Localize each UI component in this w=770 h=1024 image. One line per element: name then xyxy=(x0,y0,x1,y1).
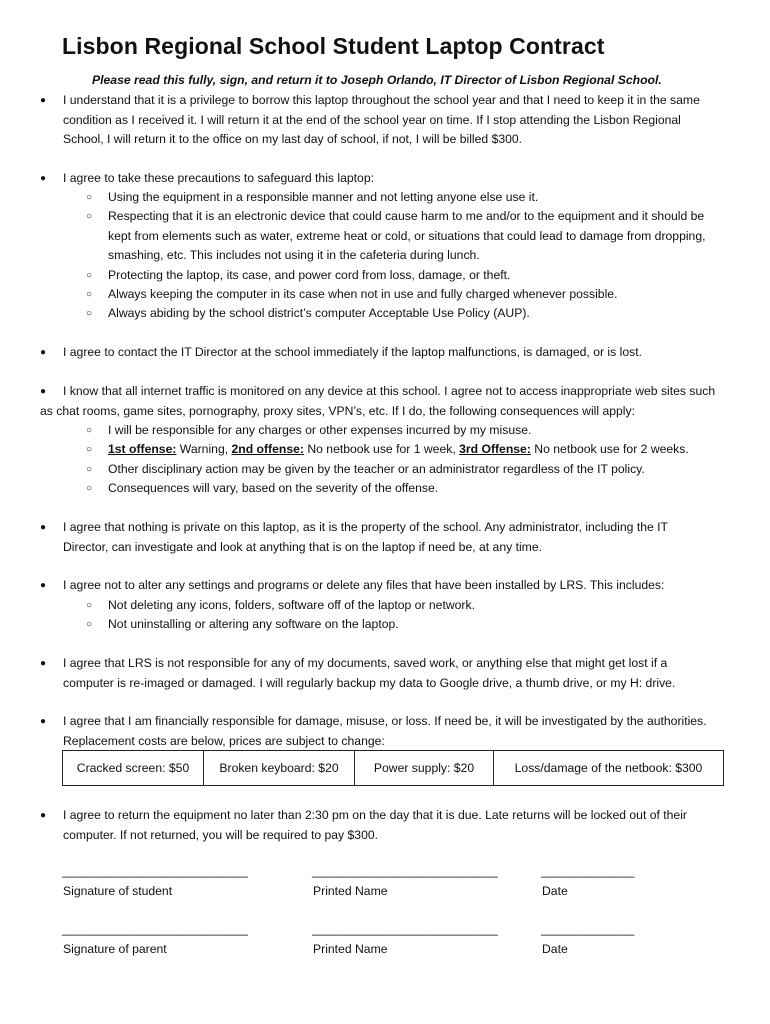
sub-bullet-icon: ○ xyxy=(86,619,93,630)
parent-signature-label: Signature of parent xyxy=(63,942,167,956)
alteration-item: Not uninstalling or altering any software on the laptop. xyxy=(108,617,399,631)
parent-printed-name-label: Printed Name xyxy=(313,942,388,956)
student-signature-label: Signature of student xyxy=(63,884,173,898)
offense-schedule xyxy=(108,440,723,460)
student-date-line: _______________ xyxy=(541,864,634,878)
bullet-icon: ● xyxy=(40,347,47,358)
parent-date-line: _______________ xyxy=(541,922,634,936)
alteration-item: Not deleting any icons, folders, software off of the laptop or network. xyxy=(108,598,475,612)
offense-3-text: No netbook use for 2 weeks. xyxy=(530,442,689,456)
clause-precautions: I agree to take these precautions to safeguard this laptop: xyxy=(63,171,374,185)
student-date-label: Date xyxy=(542,884,568,898)
bullet-icon: ● xyxy=(40,95,47,106)
sub-bullet-icon: ○ xyxy=(86,600,93,611)
bullet-icon: ● xyxy=(40,658,47,669)
offense-1-label: 1st offense: xyxy=(108,442,177,456)
sub-bullet-icon: ○ xyxy=(86,308,93,319)
bullet-icon: ● xyxy=(40,716,47,727)
precaution-item: Respecting that it is an electronic device that could cause harm to me and/or to the equipment and it should be kept from elements such as water, extreme heat or cold, or situations that could lead to damage from dropping, smashing, etc. This includes not using it in the cafeteria during lunch. xyxy=(108,209,706,262)
cost-cell-netbook: Loss/damage of the netbook: $300 xyxy=(494,751,724,786)
bullet-icon: ● xyxy=(40,522,47,533)
sub-bullet-icon: ○ xyxy=(86,270,93,281)
bullet-icon: ● xyxy=(40,173,47,184)
table-row xyxy=(63,751,724,786)
cost-cell-keyboard: Broken keyboard: $20 xyxy=(204,751,355,786)
clause-return: I agree to return the equipment no later than 2:30 pm on the day that it is due. Late returns will be locked out of their computer. If not returned, you will be required to pay $300. xyxy=(63,808,687,842)
clause-financial: I agree that I am financially responsible for damage, misuse, or loss. If need be, it will be investigated by the authorities. Replacement costs are below, prices are subject to change: xyxy=(63,714,707,748)
student-printed-name-label: Printed Name xyxy=(313,884,388,898)
clause-privilege: I understand that it is a privilege to borrow this laptop throughout the school year and that I need to keep it in the same condition as I received it. I will return it at the end of the school year on time. If I stop attending the Lisbon Regional School, I will return it to the office on my last day of school, if not, I will be billed $300. xyxy=(63,93,700,146)
clause-data-responsibility: I agree that LRS is not responsible for any of my documents, saved work, or anything else that might get lost if a computer is re-imaged or damaged. I will regularly backup my data to Google drive, a thumb drive, or my H: drive. xyxy=(63,656,676,690)
offense-3-label: 3rd Offense: xyxy=(459,442,531,456)
precaution-item: Protecting the laptop, its case, and power cord from loss, damage, or theft. xyxy=(108,268,511,282)
bullet-icon: ● xyxy=(40,810,47,821)
sub-bullet-icon: ○ xyxy=(86,483,93,494)
cost-cell-power: Power supply: $20 xyxy=(355,751,494,786)
parent-date-label: Date xyxy=(542,942,568,956)
offense-2-text: No netbook use for 1 week, xyxy=(303,442,460,456)
cost-cell-screen: Cracked screen: $50 xyxy=(63,751,204,786)
precaution-item: Always abiding by the school district’s computer Acceptable Use Policy (AUP). xyxy=(108,306,530,320)
offense-2-label: 2nd offense: xyxy=(231,442,304,456)
sub-bullet-icon: ○ xyxy=(86,289,93,300)
sub-bullet-icon: ○ xyxy=(86,464,93,475)
clause-privacy: I agree that nothing is private on this laptop, as it is the property of the school. Any administrator, including the IT Director, can investigate and look at anything that is on the laptop if need be, at any time. xyxy=(63,520,668,554)
clause-internet-monitoring: I know that all internet traffic is monitored on any device at this school. I agree not to access inappropriate web sites such as chat rooms, game sites, pornography, proxy sites, VPN’s, etc. If I do, the following consequences will apply: xyxy=(40,384,716,418)
clause-no-alterations: I agree not to alter any settings and programs or delete any files that have been installed by LRS. This includes: xyxy=(63,578,665,592)
precaution-item: Always keeping the computer in its case when not in use and fully charged whenever possible. xyxy=(108,287,618,301)
consequence-item: Consequences will vary, based on the severity of the offense. xyxy=(108,481,439,495)
sub-bullet-icon: ○ xyxy=(86,444,93,455)
instructions-subtitle: Please read this fully, sign, and return it to Joseph Orlando, IT Director of Lisbon Regional School. xyxy=(92,73,662,87)
sub-bullet-icon: ○ xyxy=(86,425,93,436)
bullet-icon: ● xyxy=(40,386,47,397)
clause-contact-it: I agree to contact the IT Director at the school immediately if the laptop malfunctions, is damaged, or is lost. xyxy=(63,345,642,359)
bullet-icon: ● xyxy=(40,580,47,591)
parent-printed-name-line: ______________________________ xyxy=(312,922,498,936)
offense-1-text: Warning, xyxy=(176,442,232,456)
page-title: Lisbon Regional School Student Laptop Contract xyxy=(62,33,605,59)
precaution-item: Using the equipment in a responsible manner and not letting anyone else use it. xyxy=(108,190,539,204)
student-printed-name-line: ______________________________ xyxy=(312,864,498,878)
sub-bullet-icon: ○ xyxy=(86,192,93,203)
parent-signature-line: ______________________________ xyxy=(62,922,248,936)
consequence-item: I will be responsible for any charges or other expenses incurred by my misuse. xyxy=(108,423,532,437)
student-signature-line: ______________________________ xyxy=(62,864,248,878)
consequence-item: Other disciplinary action may be given by the teacher or an administrator regardless of the IT policy. xyxy=(108,462,645,476)
sub-bullet-icon: ○ xyxy=(86,211,93,222)
replacement-costs-table xyxy=(62,750,724,786)
